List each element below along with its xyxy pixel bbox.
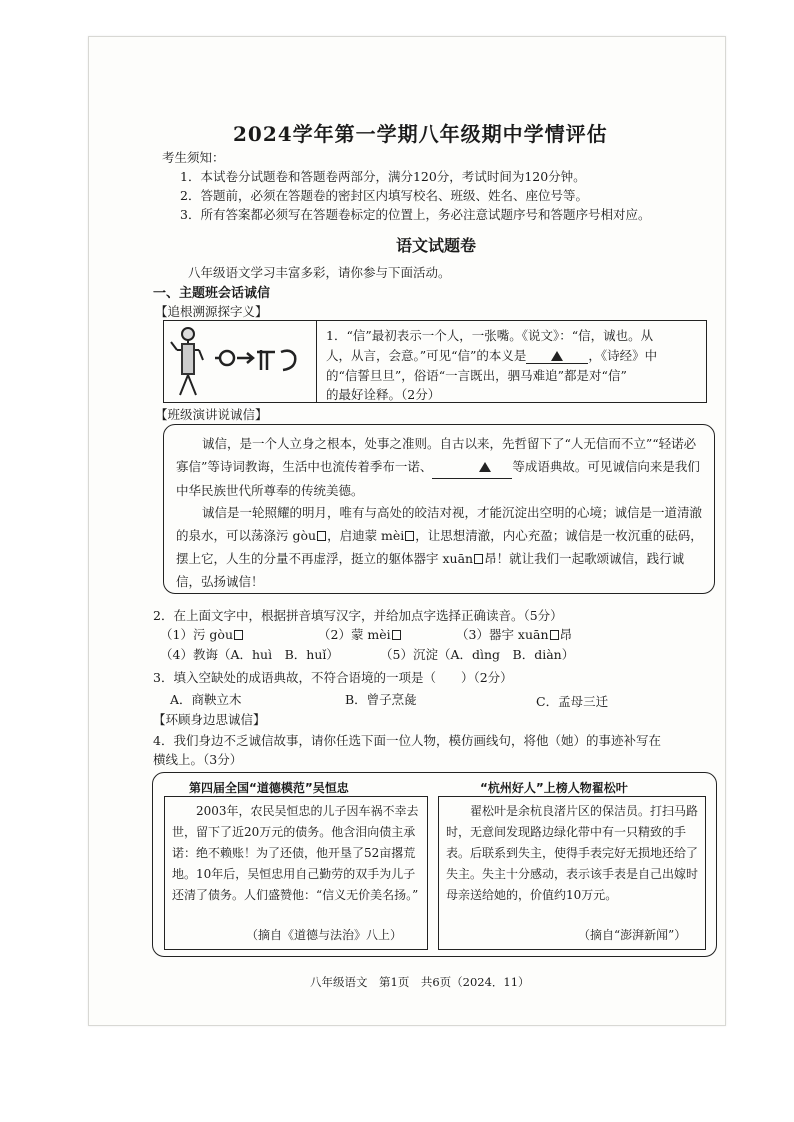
- triangle-icon: [479, 462, 491, 472]
- blank-box[interactable]: [317, 531, 326, 541]
- story1-body: 2003年，农民吴恒忠的儿子因车祸不幸去世，留下了近20万元的债务。他含泪向债主承诺：绝不赖账！为了还债，他开垦了52亩撂荒地。10年后，吴恒忠用自己勤劳的双手为儿子还清了债务。人们盛赞他：“信义无价美名扬。”: [172, 804, 419, 902]
- exam-title: 2024学年第一学期八年级期中学情评估: [233, 122, 608, 146]
- q3-option-c[interactable]: C．孟母三迁: [536, 694, 609, 709]
- notice-label: 考生须知：: [162, 150, 225, 165]
- blank-box[interactable]: [474, 554, 483, 564]
- blank-box[interactable]: [550, 630, 559, 640]
- notice-item: 3．所有答案都必须写在答题卷标定的位置上，务必注意试题序号和答题序号相对应。: [180, 207, 651, 222]
- section-heading: 一、主题班会话诚信: [153, 286, 271, 301]
- q2-item-1: （1）污 gòu: [160, 625, 244, 643]
- q3-stem: 3．填入空缺处的成语典故，不符合语境的一项是（ ）（2分）: [153, 670, 513, 685]
- page-footer: 八年级语文 第1页 共6页（2024．11）: [310, 975, 530, 989]
- paper-title: 语文试题卷: [396, 236, 477, 255]
- q1-line: 的最好诠释。（2分）: [326, 387, 441, 402]
- notice-item: 1．本试卷分试题卷和答题卷两部分，满分120分，考试时间为120分钟。: [180, 169, 586, 184]
- q4-stem: 4．我们身边不乏诚信故事，请你任选下面一位人物，模仿画线句，将他（她）的事迹补写在: [153, 733, 661, 748]
- q2-item-4: （4）教诲（A．huì B．huǐ）: [160, 647, 339, 662]
- subsection-heading: 【班级演讲说诚信】: [155, 407, 268, 422]
- q4-stem: 横线上。（3分）: [153, 752, 243, 767]
- story2-source: （摘自“澎湃新闻”）: [578, 928, 687, 942]
- subsection-heading: 【追根溯源探字义】: [155, 304, 268, 319]
- q2-stem: 2．在上面文字中，根据拼音填写汉字，并给加点字选择正确读音。（5分）: [153, 608, 563, 623]
- story2-body: 翟松叶是余杭良渚片区的保洁员。打扫马路时，无意间发现路边绿化带中有一只精致的手表。后联系到失主，使得手表完好无损地还给了失主。失主十分感动，表示该手表是自己出嫁时母亲送给她的，价值约10万元。: [446, 804, 699, 902]
- story1-heading: 第四届全国“道德模范”吴恒忠: [189, 781, 349, 795]
- q1-line: 人，从言，会意。”可见“信”的本义是 ，《诗经》中: [326, 348, 658, 363]
- q2-item-2: （2）蒙 mèi: [318, 625, 402, 643]
- q2-item-5: （5）沉淀（A．dìng B．diàn）: [380, 647, 575, 662]
- q3-option-a[interactable]: A．商鞅立木: [170, 692, 242, 707]
- answer-blank[interactable]: [432, 455, 512, 479]
- story1-source: （摘自《道德与法治》八上）: [246, 928, 403, 942]
- q3-option-b[interactable]: B．曾子烹彘: [345, 692, 417, 707]
- notice-item: 2．答题前，必须在答题卷的密封区内填写校名、班级、姓名、座位号等。: [180, 188, 588, 203]
- q1-image-cell: [163, 320, 317, 403]
- q1-line: 1．“信”最初表示一个人，一张嘴。《说文》：“信，诚也。从: [326, 328, 654, 343]
- speech-paragraph-2: 诚信是一轮照耀的明月，唯有与高处的皎洁对视，才能沉淀出空明的心境；诚信是一道清澈的泉水，可以荡涤污 gòu ，启迪蒙 mèi ，让思想清澈，内心充盈；诚信是一枚沉重的砝码，摆上它，人生的分量不再虚浮，挺立的躯体器宇 xuān 昂！就让我们一起歌颂诚信，践行诚信，弘扬诚信！: [176, 505, 703, 589]
- story2-heading: “杭州好人”上榜人物翟松叶: [480, 781, 628, 795]
- blank-box[interactable]: [405, 531, 414, 541]
- blank-box[interactable]: [392, 630, 401, 640]
- blank-box[interactable]: [234, 630, 243, 640]
- answer-blank[interactable]: [526, 348, 588, 364]
- speech-paragraph-1: 诚信，是一个人立身之根本，处事之准则。自古以来，先哲留下了“人无信而不立”“轻诺必寡信”等诗词教诲，生活中也流传着季布一诺、 等成语典故。可见诚信向来是我们中华民族世代所尊奉的传统美德。: [176, 436, 700, 498]
- triangle-icon: [551, 351, 563, 361]
- q2-item-3: （3）器宇 xuān 昂: [456, 627, 573, 642]
- xin-evolution-image: [163, 320, 317, 403]
- intro-text: 八年级语文学习丰富多彩，请你参与下面活动。: [188, 265, 451, 280]
- subsection-heading: 【环顾身边思诚信】: [153, 712, 266, 727]
- q1-line: 的“信誓旦旦”，俗语“一言既出，驷马难追”都是对“信”: [326, 368, 627, 383]
